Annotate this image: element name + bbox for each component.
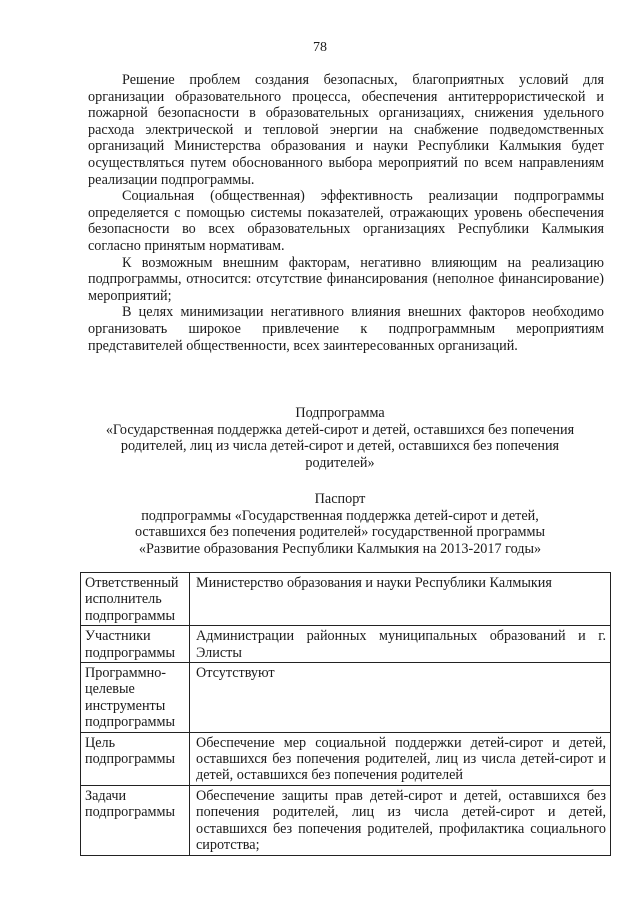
passport-heading-line: подпрограммы «Государственная поддержка детей-сирот и детей, <box>141 507 539 524</box>
row-value-tasks: Обеспечение защиты прав детей-сирот и детей, оставшихся без попечения родителей, лиц из числа детей-сирот и детей, оставшихся без попечения родителей, профилактика социального сиротства; <box>190 785 611 855</box>
row-label-participants: Участники подпрограммы <box>81 626 190 663</box>
passport-heading-line: «Развитие образования Республики Калмыкия на 2013-2017 годы» <box>138 540 542 557</box>
row-label-responsible: Ответственный исполнитель подпрограммы <box>81 573 190 626</box>
paragraph-safety-conditions: Решение проблем создания безопасных, благоприятных условий для организации образовательного процесса, обеспечения антитеррористической и пожарной безопасности в образовательных организациях, снижения удельного расхода электрической и тепловой энергии на снабжение подведомственных организаций Министерства образования и науки Республики Калмыкия будет осуществляться путем обоснованного выбора мероприятий по всем направлениям реализации подпрограммы. <box>88 72 604 188</box>
table-row <box>81 732 611 785</box>
row-label-tasks: Задачи подпрограммы <box>81 785 190 855</box>
table-row <box>81 663 611 733</box>
subprogram-heading-line: «Государственная поддержка детей-сирот и детей, оставшихся без попечения <box>105 421 575 438</box>
paragraph-risk-minimization: В целях минимизации негативного влияния внешних факторов необходимо организовать широкое привлечение к подпрограммным мероприятиям представителей общественности, всех заинтересованных организаций. <box>88 304 604 354</box>
table-row <box>81 785 611 855</box>
table-row <box>81 626 611 663</box>
body-text <box>88 72 604 354</box>
passport-heading <box>80 491 600 557</box>
row-label-instruments: Программно-целевые инструменты подпрограммы <box>81 663 190 733</box>
paragraph-external-factors: К возможным внешним факторам, негативно влияющим на реализацию подпрограммы, относится: отсутствие финансирования (неполное финансирование) мероприятий; <box>88 254 604 304</box>
passport-heading-line: Паспорт <box>314 491 366 507</box>
row-value-goal: Обеспечение мер социальной поддержки детей-сирот и детей, оставшихся без попечения родителей, лиц из числа детей-сирот и детей, оставшихся без попечения родителей <box>190 732 611 785</box>
table-row <box>81 573 611 626</box>
page-number: 78 <box>313 40 327 55</box>
passport-heading-line: оставшихся без попечения родителей» государственной программы <box>134 524 546 541</box>
paragraph-social-efficiency: Социальная (общественная) эффективность реализации подпрограммы определяется с помощью системы показателей, отражающих уровень обеспечения безопасности во всех образовательных организациях Республики Калмыкия согласно принятым нормативам. <box>88 188 604 254</box>
row-label-goal: Цель подпрограммы <box>81 732 190 785</box>
row-value-responsible: Министерство образования и науки Республики Калмыкия <box>190 573 611 626</box>
subprogram-heading <box>80 405 600 471</box>
row-value-participants: Администрации районных муниципальных образований и г. Элисты <box>190 626 611 663</box>
subprogram-heading-line: родителей» <box>305 454 375 471</box>
subprogram-heading-line: родителей, лиц из числа детей-сирот и детей, оставшихся без попечения <box>120 438 560 455</box>
passport-table <box>80 572 611 856</box>
row-value-instruments: Отсутствуют <box>190 663 611 733</box>
subprogram-heading-line: Подпрограмма <box>295 405 385 421</box>
